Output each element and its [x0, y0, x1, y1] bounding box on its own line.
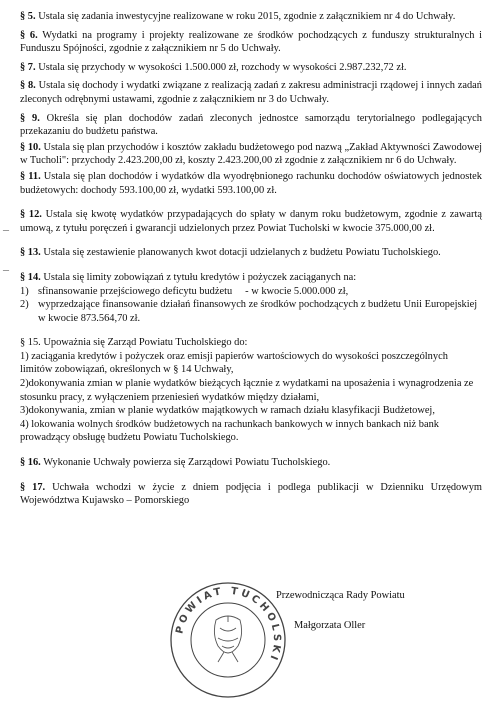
section-number: § 9.: [20, 112, 40, 124]
paragraph-text: Ustala się zestawienie planowanych kwot dotacji udzielanych z budżetu Powiatu Tucholskiego.: [43, 247, 441, 259]
section-number: § 11.: [20, 170, 41, 182]
svg-text:POWIAT TUCHOLSKI: POWIAT TUCHOLSKI: [174, 585, 283, 664]
paragraph-text: Ustala się plan przychodów i kosztów zakładu budżetowego pod nazwą „Zakład Aktywności Zawodowej w Tucholi": przychody 2.423.200,00 zł, koszty 2.423.200,00 zł zgodnie z załącznikiem nr 6 do Uchwały.: [20, 141, 482, 167]
paragraph-11: [20, 170, 482, 197]
list-item-text: sfinansowanie przejściowego deficytu budżetu - w kwocie 5.000.000 zł,: [38, 285, 349, 297]
list-item: 3)dokonywania, zmian w planie wydatków majątkowych w ramach działu klasyfikacji Budżetowej,: [20, 405, 435, 417]
paragraph-text: Ustala się limity zobowiązań z tytułu kredytów i pożyczek zaciąganych na:: [43, 271, 357, 283]
paragraph-12: [20, 208, 482, 235]
section-number: § 6.: [20, 29, 38, 41]
paragraph-text: Określa się plan dochodów zadań zleconych jednostce samorządu terytorialnego podlegających przekazaniu do budżetu państwa.: [20, 112, 482, 138]
section-number: § 7.: [20, 61, 36, 73]
section-number: § 17.: [20, 481, 46, 493]
seal-stamp: [168, 580, 288, 700]
section-number: § 15.: [20, 337, 41, 349]
paragraph-14: [20, 271, 482, 325]
paragraph-text: Ustala się kwotę wydatków przypadających do spłaty w danym roku budżetowym, zgodnie z zawartą umową, z tytułu poręczeń i gwarancji udzielonych przez Powiat Tucholski w kwocie 375.000,00 zł.: [20, 209, 482, 234]
section-number: § 14.: [20, 271, 41, 283]
paragraph-text: Wydatki na programy i projekty realizowane ze środków pochodzących z funduszy strukturalnych i Funduszu Spójności, zgodnie z załącznikiem nr 5 do Uchwały.: [20, 29, 483, 55]
paragraph-14-intro: [20, 271, 482, 285]
paragraph-5: [20, 10, 482, 24]
paragraph-text: Ustala się zadania inwestycyjne realizowane w roku 2015, zgodnie z załącznikiem nr 4 do Uchwały.: [38, 11, 456, 22]
paragraph-text: Ustala się plan dochodów i wydatków dla wyodrębnionego rachunku dochodów oświatowych jednostek budżetowych: dochody 593.100,00 zł, wydatki 593.100,00 zł.: [20, 170, 482, 196]
paragraph-15: [20, 336, 482, 445]
section-number: § 8.: [20, 80, 36, 92]
margin-mark: –: [3, 222, 9, 236]
paragraph-text: Uchwała wchodzi w życie z dniem podjęcia i podlega publikacji w Dzienniku Urzędowym Województwa Kujawsko – Pomorskiego: [20, 481, 483, 507]
paragraph-10: [20, 141, 482, 168]
signature-title: Przewodnicząca Rady Powiatu: [276, 590, 405, 601]
list-item-number: 1): [20, 285, 29, 297]
document-page: [20, 10, 482, 510]
paragraph-6: [20, 29, 482, 56]
paragraph-7: [20, 61, 482, 75]
paragraph-text: Ustala się przychody w wysokości 1.500.000 zł, rozchody w wysokości 2.987.232,72 zł.: [38, 61, 407, 73]
paragraph-16: [20, 456, 482, 470]
list-item: 4) lokowania wolnych środków budżetowych na rachunkach bankowych w innych bankach niż bank prowadzący obsługę budżetu Powiatu Tucholskiego.: [20, 418, 439, 444]
paragraph-15-intro: [20, 336, 482, 350]
section-number: § 5.: [20, 11, 36, 22]
paragraph-9: [20, 112, 482, 139]
list-item-text: wyprzedzające finansowanie działań finansowych ze środków pochodzących z budżetu Unii Europejskiej w kwocie 873.564,70 zł.: [38, 299, 478, 324]
signature-name: Małgorzata Oller: [294, 620, 366, 631]
section-number: § 16.: [20, 457, 41, 469]
paragraph-17: [20, 481, 482, 508]
list-item-number: 2): [20, 299, 29, 311]
paragraph-8: [20, 79, 482, 106]
paragraph-13: [20, 246, 482, 260]
section-number: § 10.: [20, 141, 41, 153]
paragraph-text: Upoważnia się Zarząd Powiatu Tucholskiego do:: [43, 337, 248, 349]
signature-block: [20, 580, 482, 695]
list-item: 2)dokonywania zmian w planie wydatków bieżących łącznie z wydatkami na uposażenia i wynagrodzenia ze stosunku pracy, z wyłączeniem przeniesień wydatków między działami,: [20, 378, 474, 403]
section-number: § 12.: [20, 209, 42, 221]
paragraph-text: Ustala się dochody i wydatki związane z realizacją zadań z zakresu administracji rządowej i innych zadań zleconych odrębnymi ustawami, zgodnie z załącznikiem nr 3 do Uchwały.: [20, 80, 482, 105]
paragraph-text: Wykonanie Uchwały powierza się Zarządowi Powiatu Tucholskiego.: [43, 457, 331, 469]
margin-mark: –: [3, 262, 9, 276]
list-item: [20, 298, 482, 325]
section-number: § 13.: [20, 247, 41, 259]
list-item: [20, 285, 482, 299]
list-item: 1) zaciągania kredytów i pożyczek oraz emisji papierów wartościowych do wysokości poszczególnych limitów zobowiązań, określonych w § 14 Uchwały,: [20, 350, 448, 376]
